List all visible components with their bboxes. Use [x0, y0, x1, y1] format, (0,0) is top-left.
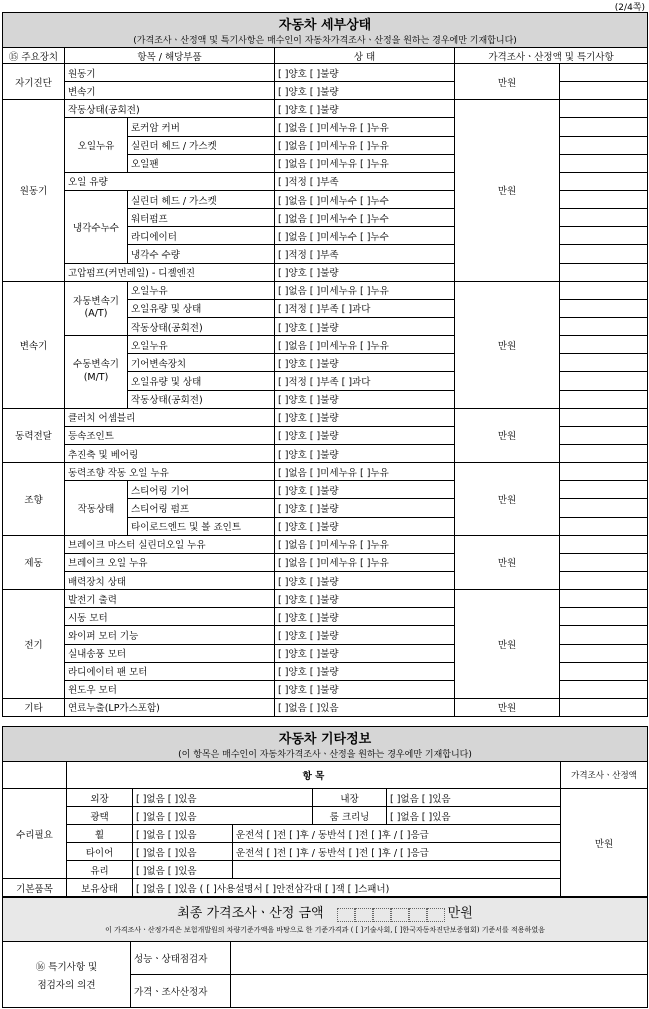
item-label: 오일유량 및 상태 — [128, 299, 275, 317]
sub-steer-op: 작동상태 — [65, 481, 128, 535]
sub-coolant: 냉각수누수 — [65, 190, 128, 263]
note-cell[interactable] — [560, 590, 648, 608]
other-info-table — [2, 726, 648, 897]
item-label: 오일누유 — [128, 281, 275, 299]
note-cell[interactable] — [560, 190, 648, 208]
check-wheel[interactable]: [ ]없음 [ ]있음 — [133, 825, 233, 843]
col-state: 상 태 — [275, 48, 455, 64]
blank-cell — [3, 762, 67, 789]
note-cell[interactable] — [560, 82, 648, 100]
wheel-position[interactable]: 운전석 [ ]전 [ ]후 / 동반석 [ ]전 [ ]후 / [ ]응급 — [233, 825, 561, 843]
final-amount-row — [3, 898, 648, 942]
price-unit[interactable]: 만원 — [455, 535, 560, 589]
label-glass: 유리 — [67, 861, 133, 879]
note-cell[interactable] — [560, 354, 648, 372]
label-exterior: 외장 — [67, 789, 133, 807]
note-cell[interactable] — [560, 426, 648, 444]
item-label: 라디에이터 팬 모터 — [65, 662, 275, 680]
state-check[interactable]: [ ]양호 [ ]불량 — [275, 263, 455, 281]
detail-status-table — [2, 12, 648, 717]
state-check[interactable]: [ ]양호 [ ]불량 — [275, 662, 455, 680]
note-cell[interactable] — [560, 571, 648, 589]
check-tire[interactable]: [ ]없음 [ ]있음 — [133, 843, 233, 861]
check-room[interactable]: [ ]없음 [ ]있음 — [387, 807, 561, 825]
page-number: (2/4쪽) — [614, 3, 645, 13]
item-label: 클러치 어셈블리 — [65, 408, 275, 426]
group-etc: 기타 — [3, 698, 65, 716]
col-device: ⑮ 주요장치 — [3, 48, 65, 64]
final-amount-table — [2, 897, 648, 942]
item-label: 실린더 헤드 / 가스켓 — [128, 190, 275, 208]
state-check[interactable]: [ ]양호 [ ]불량 — [275, 390, 455, 408]
item-label: 실내송풍 모터 — [65, 644, 275, 662]
state-check[interactable]: [ ]없음 [ ]있음 — [275, 698, 455, 716]
price-unit[interactable]: 만원 — [455, 698, 560, 716]
item-label: 추진축 및 베어링 — [65, 444, 275, 462]
opinion-label — [3, 942, 131, 1008]
opinion-table — [2, 941, 648, 1008]
note-cell[interactable] — [560, 263, 648, 281]
item-label: 오일유량 및 상태 — [128, 372, 275, 390]
state-check[interactable]: [ ]없음 [ ]미세누유 [ ]누유 — [275, 154, 455, 172]
item-label: 타이로드엔드 및 볼 죠인트 — [128, 517, 275, 535]
note-cell[interactable] — [560, 680, 648, 698]
other-subtitle: (이 항목은 매수인이 자동차가격조사ㆍ산정을 원하는 경우에만 기재합니다) — [178, 750, 472, 760]
group-steer: 조향 — [3, 463, 65, 536]
note-cell[interactable] — [560, 390, 648, 408]
item-label: 작동상태(공회전) — [65, 100, 275, 118]
perf-opinion-field[interactable] — [231, 942, 648, 975]
state-check[interactable]: [ ]적정 [ ]부족 [ ]과다 — [275, 299, 455, 317]
item-label: 와이퍼 모터 기능 — [65, 626, 275, 644]
detail-subtitle: (가격조사ㆍ산정액 및 특기사항은 매수인이 자동차가격조사ㆍ산정을 원하는 경우에만 기재합니다) — [133, 36, 517, 46]
item-label: 오일팬 — [128, 154, 275, 172]
detail-header — [3, 13, 648, 48]
state-check[interactable]: [ ]없음 [ ]미세누수 [ ]누수 — [275, 209, 455, 227]
item-label: 워터펌프 — [128, 209, 275, 227]
check-exterior[interactable]: [ ]없음 [ ]있음 — [133, 789, 313, 807]
note-cell[interactable] — [560, 408, 648, 426]
col-item: 항목 / 해당부품 — [65, 48, 275, 64]
state-check[interactable]: [ ]양호 [ ]불량 — [275, 408, 455, 426]
other-title: 자동차 기타정보 — [278, 732, 372, 747]
label-own: 보유상태 — [67, 879, 133, 897]
note-cell[interactable] — [560, 64, 648, 82]
note-cell[interactable] — [560, 499, 648, 517]
group-selfdiag: 자기진단 — [3, 64, 65, 100]
state-check[interactable]: [ ]적정 [ ]부족 [ ]과다 — [275, 372, 455, 390]
state-check[interactable]: [ ]없음 [ ]미세누유 [ ]누유 — [275, 136, 455, 154]
item-label: 윈도우 모터 — [65, 680, 275, 698]
detail-title: 자동차 세부상태 — [278, 18, 372, 33]
state-check[interactable]: [ ]없음 [ ]미세누유 [ ]누유 — [275, 553, 455, 571]
state-check[interactable]: [ ]양호 [ ]불량 — [275, 354, 455, 372]
note-cell[interactable] — [560, 227, 648, 245]
label-room: 룸 크리닝 — [313, 807, 387, 825]
price-unit[interactable]: 만원 — [455, 100, 560, 281]
other-price-unit[interactable]: 만원 — [561, 789, 648, 897]
note-cell[interactable] — [560, 118, 648, 136]
item-label: 로커암 커버 — [128, 118, 275, 136]
item-label: 냉각수 수량 — [128, 245, 275, 263]
state-check[interactable]: [ ]적정 [ ]부족 — [275, 172, 455, 190]
price-opinion-field[interactable] — [231, 975, 648, 1008]
state-check[interactable]: [ ]없음 [ ]미세누수 [ ]누수 — [275, 227, 455, 245]
item-label: 고압펌프(커먼레일) - 디젤엔진 — [65, 263, 275, 281]
sub-oilleak: 오일누유 — [65, 118, 128, 172]
note-cell[interactable] — [560, 517, 648, 535]
item-label: 연료누출(LP가스포함) — [65, 698, 275, 716]
final-label: 최종 가격조사ㆍ산정 금액 — [177, 906, 324, 921]
tire-position[interactable]: 운전석 [ ]전 [ ]후 / 동반석 [ ]전 [ ]후 / [ ]응급 — [233, 843, 561, 861]
state-check[interactable]: [ ]양호 [ ]불량 — [275, 481, 455, 499]
group-engine: 원동기 — [3, 100, 65, 281]
note-cell[interactable] — [560, 154, 648, 172]
note-cell[interactable] — [560, 209, 648, 227]
state-check[interactable]: [ ]없음 [ ]미세누유 [ ]누유 — [275, 535, 455, 553]
note-cell[interactable] — [560, 299, 648, 317]
state-check[interactable]: [ ]양호 [ ]불량 — [275, 644, 455, 662]
label-perf-inspector: 성능ㆍ상태점검자 — [131, 942, 231, 975]
item-label: 등속조인트 — [65, 426, 275, 444]
item-label: 오일누유 — [128, 336, 275, 354]
group-brake: 제동 — [3, 535, 65, 589]
price-unit[interactable]: 만원 — [455, 463, 560, 536]
item-label: 스티어링 기어 — [128, 481, 275, 499]
state-check[interactable]: [ ]양호 [ ]불량 — [275, 571, 455, 589]
item-label: 기어변속장치 — [128, 354, 275, 372]
note-cell[interactable] — [560, 608, 648, 626]
note-cell[interactable] — [560, 553, 648, 571]
note-cell[interactable] — [560, 535, 648, 553]
item-label: 브레이크 마스터 실린더오일 누유 — [65, 535, 275, 553]
group-elec: 전기 — [3, 590, 65, 699]
col-price: 가격조사ㆍ산정액 및 특기사항 — [455, 48, 648, 64]
state-check[interactable]: [ ]양호 [ ]불량 — [275, 499, 455, 517]
final-note: 이 가격조사ㆍ산정가격은 보험개발원의 차량기준가액을 바탕으로 한 기준가격과 ( [ ]기술사회, [ ]한국자동차진단보증협회) 기준서를 적용하였음 — [105, 925, 545, 934]
state-check[interactable]: [ ]없음 [ ]미세누수 [ ]누수 — [275, 190, 455, 208]
note-cell[interactable] — [560, 336, 648, 354]
note-cell[interactable] — [560, 317, 648, 335]
state-check[interactable]: [ ]적정 [ ]부족 — [275, 245, 455, 263]
note-cell[interactable] — [560, 245, 648, 263]
check-glass[interactable]: [ ]없음 [ ]있음 — [133, 861, 233, 879]
item-label: 배력장치 상태 — [65, 571, 275, 589]
other-col-price: 가격조사ㆍ산정액 — [561, 762, 648, 789]
note-cell[interactable] — [560, 626, 648, 644]
price-unit[interactable]: 만원 — [455, 408, 560, 462]
note-cell[interactable] — [560, 281, 648, 299]
note-cell[interactable] — [560, 100, 648, 118]
note-cell[interactable] — [560, 644, 648, 662]
opinion-label-2: 점검자의 의견 — [37, 979, 96, 991]
state-check[interactable]: [ ]없음 [ ]미세누유 [ ]누유 — [275, 463, 455, 481]
note-cell[interactable] — [560, 463, 648, 481]
final-unit: 만원 — [447, 906, 473, 921]
note-cell[interactable] — [560, 481, 648, 499]
note-cell[interactable] — [560, 698, 648, 716]
label-price-inspector: 가격ㆍ조사산정자 — [131, 975, 231, 1008]
label-gloss: 광택 — [67, 807, 133, 825]
label-wheel: 휠 — [67, 825, 133, 843]
state-check[interactable]: [ ]없음 [ ]미세누유 [ ]누유 — [275, 118, 455, 136]
price-unit[interactable]: 만원 — [455, 281, 560, 408]
group-trans: 변속기 — [3, 281, 65, 408]
state-check[interactable]: [ ]양호 [ ]불량 — [275, 444, 455, 462]
item-label: 라디에이터 — [128, 227, 275, 245]
state-check[interactable]: [ ]양호 [ ]불량 — [275, 517, 455, 535]
item-label: 시동 모터 — [65, 608, 275, 626]
blank-cell — [233, 861, 561, 879]
price-unit[interactable]: 만원 — [455, 64, 560, 100]
state-check[interactable]: [ ]양호 [ ]불량 — [275, 590, 455, 608]
item-label: 오일 유량 — [65, 172, 275, 190]
sub-mt: 수동변속기 (M/T) — [65, 336, 128, 409]
item-label: 실린더 헤드 / 가스켓 — [128, 136, 275, 154]
price-unit[interactable]: 만원 — [455, 590, 560, 699]
note-cell[interactable] — [560, 372, 648, 390]
state-check[interactable]: [ ]양호 [ ]불량 — [275, 426, 455, 444]
item-label: 작동상태(공회전) — [128, 390, 275, 408]
check-gloss[interactable]: [ ]없음 [ ]있음 — [133, 807, 313, 825]
label-interior: 내장 — [313, 789, 387, 807]
item-label: 스티어링 펌프 — [128, 499, 275, 517]
other-header — [3, 727, 648, 762]
group-basic: 기본품목 — [3, 879, 67, 897]
amount-boxes[interactable] — [337, 908, 445, 922]
opinion-label-1: ⑯ 특기사항 및 — [35, 961, 98, 973]
sub-at: 자동변속기 (A/T) — [65, 281, 128, 335]
item-label: 작동상태(공회전) — [128, 317, 275, 335]
note-cell[interactable] — [560, 136, 648, 154]
note-cell[interactable] — [560, 444, 648, 462]
label-tire: 타이어 — [67, 843, 133, 861]
state-check[interactable]: [ ]양호 [ ]불량 — [275, 100, 455, 118]
group-power: 동력전달 — [3, 408, 65, 462]
state-check[interactable]: [ ]양호 [ ]불량 — [275, 64, 455, 82]
state-check[interactable]: [ ]양호 [ ]불량 — [275, 608, 455, 626]
state-check[interactable]: [ ]양호 [ ]불량 — [275, 317, 455, 335]
check-interior[interactable]: [ ]없음 [ ]있음 — [387, 789, 561, 807]
item-label: 변속기 — [65, 82, 275, 100]
group-repair: 수리필요 — [3, 789, 67, 879]
other-col-item: 항 목 — [67, 762, 561, 789]
check-own[interactable]: [ ]없음 [ ]있음 ( [ ]사용설명서 [ ]안전삼각대 [ ]잭 [ ]스패너) — [133, 879, 561, 897]
note-cell[interactable] — [560, 662, 648, 680]
item-label: 동력조향 작동 오일 누유 — [65, 463, 275, 481]
state-check[interactable]: [ ]양호 [ ]불량 — [275, 680, 455, 698]
state-check[interactable]: [ ]양호 [ ]불량 — [275, 626, 455, 644]
state-check[interactable]: [ ]없음 [ ]미세누유 [ ]누유 — [275, 336, 455, 354]
note-cell[interactable] — [560, 172, 648, 190]
state-check[interactable]: [ ]없음 [ ]미세누유 [ ]누유 — [275, 281, 455, 299]
item-label: 발전기 출력 — [65, 590, 275, 608]
item-label: 원동기 — [65, 64, 275, 82]
state-check[interactable]: [ ]양호 [ ]불량 — [275, 82, 455, 100]
item-label: 브레이크 오일 누유 — [65, 553, 275, 571]
